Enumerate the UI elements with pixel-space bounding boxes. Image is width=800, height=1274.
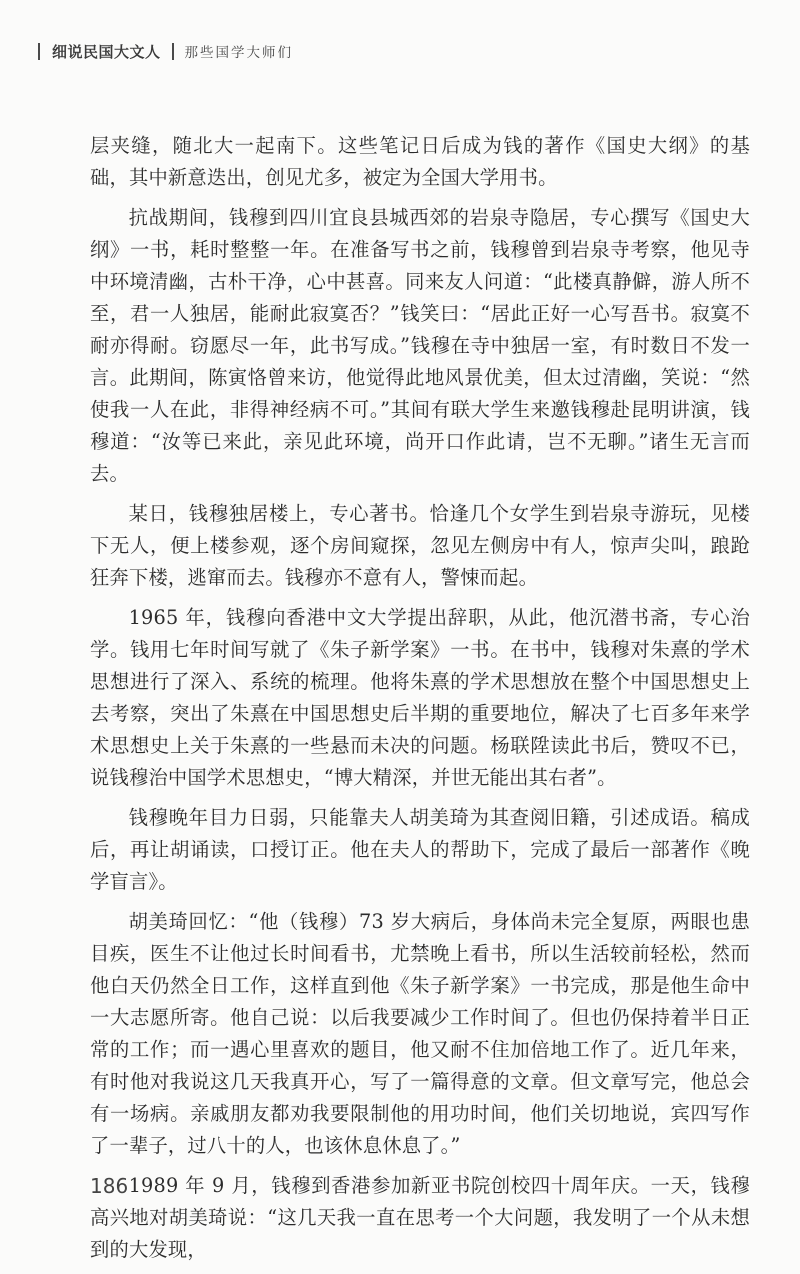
chapter-title: 那些国学大师们 — [184, 45, 294, 61]
book-title: 细说民国大文人 — [52, 42, 161, 61]
paragraph: 钱穆晚年目力日弱，只能靠夫人胡美琦为其查阅旧籍，引述成语。稿成后，再让胡诵读，口授订正。他在夫人的帮助下，完成了最后一部著作《晚学盲言》。 — [90, 806, 750, 893]
paragraph: 胡美琦回忆：“他（钱穆）73 岁大病后，身体尚未完全复原，两眼也患目疾，医生不让他过长时间看书，尤禁晚上看书，所以生活较前轻松，然而他白天仍然全日工作，这样直到他《朱子新学案》一书完成，那是他生命中一大志愿所寄。他自己说：以后我要减少工作时间了。但也仍保持着半日正常的工作；而一遇心里喜欢的题目，他又耐不住加倍地工作了。近几年来，有时他对我说这几天我真开心，写了一篇得意的文章。但文章写完，他总会有一场病。亲戚朋友都劝我要限制他的用功时间，他们关切地说，宾四写作了一辈子，过八十的人，也该休息休息了。” — [90, 910, 750, 1157]
paragraph: 1965 年，钱穆向香港中文大学提出辞职，从此，他沉潜书斋，专心治学。钱用七年时间写就了《朱子新学案》一书。在书中，钱穆对朱熹的学术思想进行了深入、系统的梳理。他将朱熹的学术思想放在整个中国思想史上去考察，突出了朱熹在中国思想史后半期的重要地位，解决了七百多年来学术思想史上关于朱熹的一些悬而未决的问题。杨联陞读此书后，赞叹不已，说钱穆治中国学术思想史，“博大精深，并世无能出其右者”。 — [90, 606, 750, 789]
paragraph: 抗战期间，钱穆到四川宜良县城西郊的岩泉寺隐居，专心撰写《国史大纲》一书，耗时整整一年。在准备写书之前，钱穆曾到岩泉寺考察，他见寺中环境清幽，古朴干净，心中甚喜。同来友人问道：“此楼真静僻，游人所不至，君一人独居，能耐此寂寞否？”钱笑曰：“居此正好一心写吾书。寂寞不耐亦得耐。窃愿尽一年，此书写成。”钱穆在寺中独居一室，有时数日不发一言。此期间，陈寅恪曾来访，他觉得此地风景优美，但太过清幽，笑说：“然使我一人在此，非得神经病不可。”其间有联大学生来邀钱穆赴昆明讲演，钱穆道：“汝等已来此，亲见此环境，尚开口作此请，岂不无聊。”诸生无言而去。 — [90, 206, 750, 485]
header-divider-middle — [172, 43, 174, 60]
header-divider-left — [38, 43, 40, 60]
running-head — [38, 40, 293, 62]
paragraph-continuation: 层夹缝，随北大一起南下。这些笔记日后成为钱的著作《国史大纲》的基础，其中新意迭出，创见尤多，被定为全国大学用书。 — [90, 134, 750, 189]
page-number: 186 — [90, 1174, 129, 1198]
paragraph: 1989 年 9 月，钱穆到香港参加新亚书院创校四十周年庆。一天，钱穆高兴地对胡美琦说：“这几天我一直在思考一个大问题，我发明了一个从未想到的大发现， — [90, 1174, 750, 1261]
body-text — [90, 130, 750, 1274]
paragraph: 某日，钱穆独居楼上，专心著书。恰逢几个女学生到岩泉寺游玩，见楼下无人，便上楼参观，逐个房间窥探，忽见左侧房中有人，惊声尖叫，踉跄狂奔下楼，逃窜而去。钱穆亦不意有人，警悚而起。 — [90, 502, 750, 589]
